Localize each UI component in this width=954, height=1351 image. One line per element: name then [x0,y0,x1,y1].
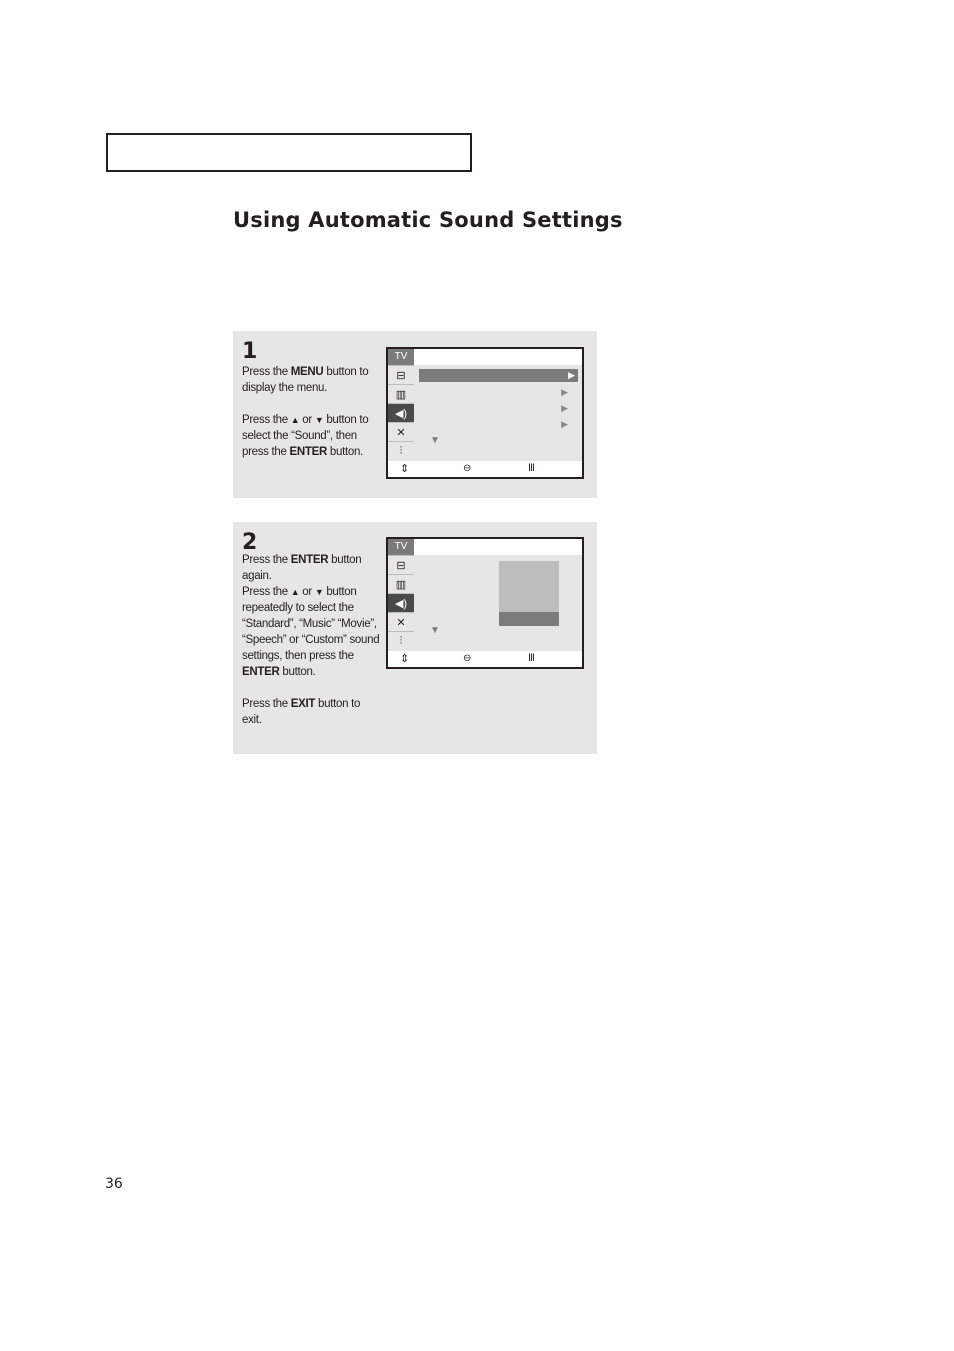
tv-menu-sidebar [388,555,414,651]
instruction-paragraph: Press the EXIT button to exit. [242,698,361,726]
tv-menu-sidebar [388,365,414,461]
selected-menu-row [419,369,578,382]
step-2-instructions [242,552,380,728]
popup-selected-row [499,612,559,626]
sound-icon: ◀) [388,403,414,422]
up-arrow-icon: ▲ [290,415,300,425]
tv-top-bar [388,539,582,555]
channel-icon: ✕ [388,612,414,631]
instruction-paragraph: Press the ▲ or ▼ button repeatedly to select the “Standard”, “Music” “Movie”, “Speech” or “Custom” sound settings, then press the ENTER button. [242,586,380,678]
antenna-icon: ⊟ [388,365,414,384]
tv-menu-screen [386,537,584,669]
up-arrow-icon: ▲ [290,587,300,597]
instruction-paragraph: Press the ▲ or ▼ button to select the “Sound”, then press the ENTER button. [242,414,369,458]
page-title: Using Automatic Sound Settings [233,208,623,232]
enter-icon: ⊖ [463,463,472,474]
chevron-right-icon: ▶ [568,370,575,380]
tv-top-bar [388,349,582,365]
instruction-paragraph: Press the MENU button to display the menu. [242,366,369,394]
instruction-paragraph: Press the ENTER button again. [242,554,362,582]
sound-mode-popup [499,561,559,626]
setup-icon: ⫶ [388,631,414,650]
tv-menu-screen [386,347,584,479]
enter-icon: ⊖ [463,653,472,664]
scroll-down-icon: ▼ [430,625,440,636]
move-icon: ⇕ [400,463,410,475]
step-number: 2 [242,530,258,555]
tv-label: TV [388,539,414,555]
section-header-box [106,133,472,172]
chevron-right-icon: ▶ [561,387,568,397]
tv-bottom-bar [388,651,582,667]
tv-label: TV [388,349,414,365]
scroll-down-icon: ▼ [430,435,440,446]
down-arrow-icon: ▼ [314,415,324,425]
antenna-icon: ⊟ [388,555,414,574]
chevron-right-icon: ▶ [561,403,568,413]
picture-icon: ▥ [388,574,414,593]
step-2-panel [233,522,597,754]
channel-icon: ✕ [388,422,414,441]
picture-icon: ▥ [388,384,414,403]
step-1-instructions [242,364,380,460]
page-number: 36 [105,1176,123,1192]
step-1-panel [233,331,597,498]
menu-icon: Ⅲ [528,653,535,664]
move-icon: ⇕ [400,653,410,665]
tv-bottom-bar [388,461,582,477]
menu-icon: Ⅲ [528,463,535,474]
step-number: 1 [242,339,258,364]
setup-icon: ⫶ [388,441,414,460]
down-arrow-icon: ▼ [314,587,324,597]
chevron-right-icon: ▶ [561,419,568,429]
sound-icon: ◀) [388,593,414,612]
